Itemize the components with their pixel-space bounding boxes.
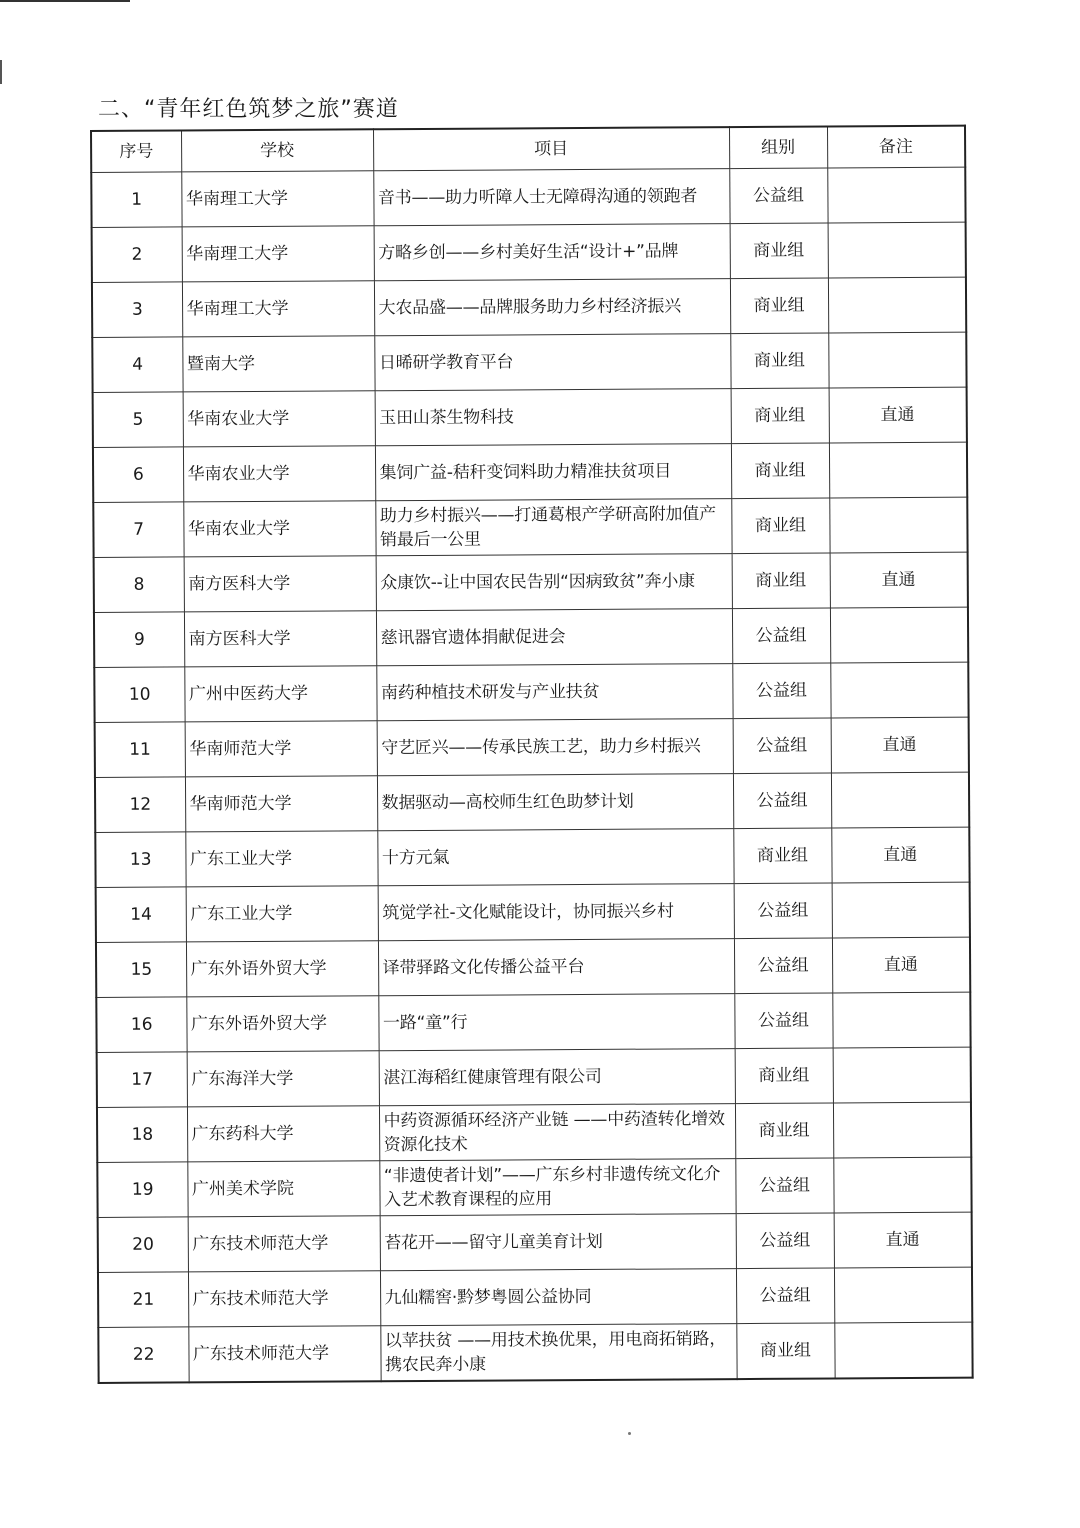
project-cell: 筑觉学社-文化赋能设计，协同振兴乡村 — [378, 884, 734, 941]
group-cell: 商业组 — [735, 1103, 833, 1159]
project-cell: 以苹扶贫 ——用技术换优果，用电商拓销路，携农民奔小康 — [380, 1324, 736, 1382]
project-cell: 方略乡创——乡村美好生活“设计+”品牌 — [374, 224, 730, 281]
project-cell: 苔花开——留守儿童美育计划 — [380, 1214, 736, 1271]
row-number: 17 — [97, 1052, 187, 1108]
table-row — [95, 717, 969, 777]
note-cell — [831, 772, 969, 828]
group-cell: 商业组 — [730, 278, 828, 334]
row-number: 20 — [98, 1217, 188, 1273]
scan-speck — [628, 1432, 631, 1435]
column-header-num: 序号 — [91, 130, 181, 172]
row-number: 13 — [95, 832, 185, 888]
row-number: 2 — [92, 227, 182, 283]
note-cell — [832, 882, 970, 938]
group-cell: 商业组 — [736, 1323, 834, 1379]
scan-edge-mark — [0, 60, 2, 84]
header-row — [91, 126, 965, 173]
group-cell: 商业组 — [733, 828, 831, 884]
note-cell — [833, 1102, 971, 1158]
note-cell — [827, 167, 965, 223]
table-row — [95, 827, 969, 887]
row-number: 4 — [92, 337, 182, 393]
group-cell: 公益组 — [736, 1213, 834, 1269]
project-cell: 助力乡村振兴——打通葛根产学研高附加值产销最后一公里 — [375, 499, 731, 556]
table-row — [92, 222, 966, 282]
note-cell — [829, 497, 967, 553]
table-row — [94, 607, 968, 667]
school-cell: 华南师范大学 — [185, 721, 377, 777]
note-cell — [834, 1267, 972, 1323]
column-header-group: 组别 — [729, 126, 827, 168]
note-cell — [832, 992, 970, 1048]
group-cell: 公益组 — [732, 663, 830, 719]
project-cell: 数据驱动—高校师生红色助梦计划 — [377, 774, 733, 831]
table-row — [92, 332, 966, 392]
row-number: 16 — [96, 997, 186, 1053]
school-cell: 华南农业大学 — [183, 446, 375, 502]
school-cell: 广州中医药大学 — [184, 666, 376, 722]
school-cell: 广东技术师范大学 — [188, 1216, 380, 1272]
school-cell: 广东工业大学 — [186, 886, 378, 942]
project-cell: 日晞研学教育平台 — [374, 334, 730, 391]
group-cell: 商业组 — [730, 333, 828, 389]
row-number: 7 — [93, 502, 183, 558]
table-row — [92, 277, 966, 337]
project-cell: 中药资源循环经济产业链 ——中药渣转化增效资源化技术 — [379, 1104, 735, 1161]
group-cell: 公益组 — [734, 883, 832, 939]
section-heading: 二、“青年红色筑梦之旅”赛道 — [98, 97, 399, 122]
table-row — [93, 497, 967, 557]
project-cell: 音书——助力听障人士无障碍沟通的领跑者 — [373, 169, 729, 226]
group-cell: 商业组 — [732, 553, 830, 609]
group-cell: 公益组 — [734, 993, 832, 1049]
project-cell: 慈讯器官遗体捐献促进会 — [376, 609, 732, 666]
table-row — [97, 1102, 971, 1162]
note-cell — [828, 277, 966, 333]
project-cell: 南药种植技术研发与产业扶贫 — [376, 664, 732, 721]
group-cell: 公益组 — [735, 1158, 833, 1214]
school-cell: 广东工业大学 — [185, 831, 377, 887]
school-cell: 华南师范大学 — [185, 776, 377, 832]
school-cell: 华南农业大学 — [183, 501, 375, 557]
project-cell: 九仙糯窖·黔梦粤圆公益协同 — [380, 1269, 736, 1326]
school-cell: 华南理工大学 — [181, 171, 373, 227]
project-cell: 一路“童”行 — [378, 994, 734, 1051]
row-number: 22 — [98, 1327, 188, 1383]
table-row — [91, 167, 965, 227]
table-row — [98, 1322, 972, 1383]
note-cell: 直通 — [832, 937, 970, 993]
group-cell: 商业组 — [731, 388, 829, 444]
scan-edge-mark — [0, 0, 130, 2]
project-cell: “非遗使者计划”——广东乡村非遗传统文化介入艺术教育课程的应用 — [379, 1159, 735, 1216]
table-body — [91, 167, 972, 1383]
school-cell: 华南农业大学 — [183, 391, 375, 447]
table-row — [98, 1267, 972, 1327]
note-cell: 直通 — [830, 552, 968, 608]
row-number: 21 — [98, 1272, 188, 1328]
table-row — [93, 442, 967, 502]
note-cell: 直通 — [831, 827, 969, 883]
row-number: 10 — [94, 667, 184, 723]
row-number: 3 — [92, 282, 182, 338]
project-cell: 玉田山茶生物科技 — [375, 389, 731, 446]
note-cell — [828, 222, 966, 278]
group-cell: 公益组 — [729, 168, 827, 224]
table-row — [94, 552, 968, 612]
table-row — [96, 882, 970, 942]
group-cell: 公益组 — [732, 608, 830, 664]
table-row — [95, 772, 969, 832]
group-cell: 公益组 — [733, 773, 831, 829]
school-cell: 华南理工大学 — [182, 281, 374, 337]
table-row — [96, 992, 970, 1052]
school-cell: 华南理工大学 — [182, 226, 374, 282]
note-cell: 直通 — [831, 717, 969, 773]
project-cell: 湛江海稻红健康管理有限公司 — [379, 1049, 735, 1106]
project-cell: 众康饮--让中国农民告别“因病致贫”奔小康 — [376, 554, 732, 611]
group-cell: 公益组 — [733, 718, 831, 774]
note-cell — [830, 662, 968, 718]
column-header-project: 项目 — [373, 127, 729, 171]
table-row — [96, 937, 970, 997]
school-cell: 广东海洋大学 — [187, 1051, 379, 1107]
group-cell: 商业组 — [731, 443, 829, 499]
school-cell: 广东技术师范大学 — [188, 1271, 380, 1327]
table-row — [97, 1157, 971, 1217]
note-cell: 直通 — [834, 1212, 972, 1268]
table-row — [97, 1047, 971, 1107]
group-cell: 公益组 — [736, 1268, 834, 1324]
project-table — [90, 125, 974, 1384]
table-row — [98, 1212, 972, 1272]
note-cell — [833, 1157, 971, 1213]
table-row — [94, 662, 968, 722]
group-cell: 商业组 — [731, 498, 829, 554]
project-cell: 守艺匠兴——传承民族工艺，助力乡村振兴 — [377, 719, 733, 776]
school-cell: 暨南大学 — [182, 336, 374, 392]
note-cell — [833, 1047, 971, 1103]
school-cell: 广东外语外贸大学 — [186, 941, 378, 997]
row-number: 15 — [96, 942, 186, 998]
group-cell: 商业组 — [735, 1048, 833, 1104]
row-number: 6 — [93, 447, 183, 503]
note-cell: 直通 — [829, 387, 967, 443]
row-number: 1 — [91, 172, 181, 228]
school-cell: 南方医科大学 — [184, 556, 376, 612]
group-cell: 商业组 — [730, 223, 828, 279]
school-cell: 南方医科大学 — [184, 611, 376, 667]
row-number: 9 — [94, 612, 184, 668]
row-number: 8 — [94, 557, 184, 613]
note-cell — [829, 442, 967, 498]
school-cell: 广州美术学院 — [187, 1161, 379, 1217]
project-cell: 译带驿路文化传播公益平台 — [378, 939, 734, 996]
row-number: 11 — [95, 722, 185, 778]
school-cell: 广东药科大学 — [187, 1106, 379, 1162]
row-number: 14 — [96, 887, 186, 943]
school-cell: 广东外语外贸大学 — [186, 996, 378, 1052]
table-row — [93, 387, 967, 447]
note-cell — [830, 607, 968, 663]
project-cell: 大农品盛——品牌服务助力乡村经济振兴 — [374, 279, 730, 336]
row-number: 12 — [95, 777, 185, 833]
row-number: 18 — [97, 1107, 187, 1163]
row-number: 19 — [97, 1162, 187, 1218]
row-number: 5 — [93, 392, 183, 448]
column-header-school: 学校 — [181, 129, 373, 172]
project-cell: 集饲广益-秸秆变饲料助力精准扶贫项目 — [375, 444, 731, 501]
note-cell — [828, 332, 966, 388]
note-cell — [834, 1322, 972, 1378]
column-header-note: 备注 — [827, 126, 965, 168]
school-cell: 广东技术师范大学 — [188, 1326, 380, 1383]
group-cell: 公益组 — [734, 938, 832, 994]
project-cell: 十方元氣 — [377, 829, 733, 886]
